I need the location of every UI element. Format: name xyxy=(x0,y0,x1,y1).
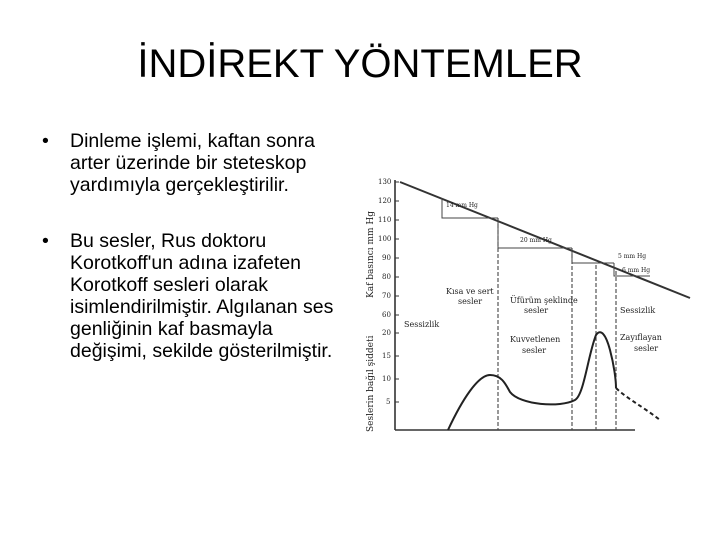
pressure-ticks xyxy=(378,178,399,319)
bullet-text: Bu sesler, Rus doktoru Korotkoff'un adına izafeten Korotkoff sesleri olarak isimlendirilmiştir. Algılanan ses genliğinin kaf basmayla değişimi, sekilde gösterilmiştir. xyxy=(70,230,334,362)
tick-label: 90 xyxy=(382,254,391,262)
tick-label: 15 xyxy=(382,352,391,360)
phase-label: Sessizlik xyxy=(404,320,440,329)
bullet-item xyxy=(42,230,342,362)
bullet-text: Dinleme işlemi, kaftan sonra arter üzerinde bir steteskop yardımıyla gerçekleştirilir. xyxy=(70,130,315,196)
bullet-item xyxy=(42,130,342,196)
intensity-ticks xyxy=(382,329,399,406)
tick-label: 60 xyxy=(382,311,391,319)
tick-label: 110 xyxy=(378,216,392,224)
phase-label: Kısa ve sert xyxy=(446,287,494,296)
tick-label: 5 xyxy=(386,398,391,406)
tick-label: 80 xyxy=(382,273,391,281)
phase-label: sesler xyxy=(634,344,659,353)
step-label: 5 mm Hg xyxy=(618,253,647,260)
phase-label: sesler xyxy=(522,346,547,355)
phase-labels xyxy=(404,287,662,355)
step-label: 6 mm Hg xyxy=(622,267,651,274)
tick-label: 20 xyxy=(382,329,391,337)
intensity-axis-label: Seslerin bağıl şiddeti xyxy=(366,335,376,432)
phase-dividers xyxy=(498,218,616,430)
bullet-list xyxy=(42,130,342,362)
phase-label: Üfürüm şeklinde xyxy=(510,296,578,305)
phase-label: Kuvvetlenen xyxy=(510,335,561,344)
slide-title: İNDİREKT YÖNTEMLER xyxy=(137,42,583,86)
korotkoff-diagram xyxy=(360,170,705,440)
tick-label: 70 xyxy=(382,292,391,300)
phase-label: Zayıflayan xyxy=(620,333,662,342)
tick-label: 100 xyxy=(378,235,392,243)
phase-label: sesler xyxy=(458,297,483,306)
tick-label: 120 xyxy=(378,197,392,205)
bullet-marker: • xyxy=(42,230,49,252)
tick-label: 10 xyxy=(382,375,391,383)
step-5 xyxy=(572,248,614,263)
fading-sound-tail xyxy=(616,388,660,420)
bullet-marker: • xyxy=(42,130,49,152)
tick-label: 130 xyxy=(378,178,392,186)
step-label: 14 mm Hg xyxy=(446,202,478,209)
phase-label: sesler xyxy=(524,306,549,315)
step-label: 20 mm Hg xyxy=(520,237,552,244)
pressure-axis-label: Kaf basıncı mm Hg xyxy=(366,210,376,298)
phase-label: Sessizlik xyxy=(620,306,656,315)
